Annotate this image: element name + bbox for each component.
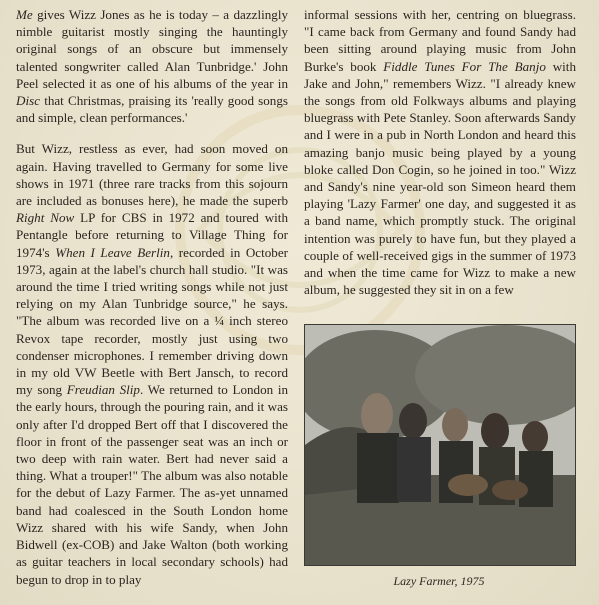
photo-caption: Lazy Farmer, 1975 xyxy=(393,574,485,588)
paragraph-main: But Wizz, restless as ever, had soon moved on again. Having travelled to Germany for some live shows in 1971 (three rare tracks from this sojourn are included as bonuses here), he made the superb Right Now LP for CBS in 1972 and toured with Pentangle before returning to Village Thing for 1974's When I Leave Berlin, recorded in October 1973, again at the label's church hall studio. "It was around the time I tried writing songs while not just relying on my Alan Tunbridge source," he says. "The album was recorded live on a ¼ inch stereo Revox tape recorder, mostly just using two condenser microphones. I remember driving down in my old VW Beetle with Bert Jansch, to record my song Freudian Slip. We returned to London in the early hours, through the pouring rain, and it was only after I'd dropped Bert off that I discovered the floor in front of the passenger seat was an inch or two deep with rain water. Bert had never said a thing. What a trouper!" The album was also notable for the debut of Lazy Farmer. The as-yet unnamed band had coalesced in the South London home Wizz shared with his wife Sandy, when John Bidwell (ex-COB) and Jake Walton (both working as guitar teachers in local secondary schools) had begun to drop in to play xyxy=(16,141,289,587)
band-photo-illustration xyxy=(305,325,575,565)
paragraph-intro: Me gives Wizz Jones as he is today – a dazzlingly nimble guitarist mostly singing the hauntingly original songs of an obscure but immensely talented songwriter called Alan Tunbridge.' John Peel selected it as one of his albums of the year in Disc that Christmas, praising its 'really good songs and simple, clean performances.' xyxy=(16,7,288,126)
article-column-left xyxy=(16,6,288,602)
article-column-right xyxy=(304,6,576,312)
band-photo xyxy=(304,324,576,566)
paragraph-continued: informal sessions with her, centring on bluegrass. "I came back from Germany and found Sandy had been sitting around playing music from John Burke's book Fiddle Tunes For The Banjo with Jake and John," remembers Wizz. "I already knew the songs from old Folkways albums and playing bluegrass with Pete Stanley. Soon afterwards Sandy and I were in a pub in North London and heard this amazing banjo music being played by a young bloke called Don Cogin, so he joined in too." Wizz and Sandy's nine year-old son Simeon heard them playing 'Lazy Farmer' one day, and suggested it as a band name, which promptly stuck. The original intention was purely to have fun, but they played a couple of well-received gigs in the summer of 1973 and when the time came for Wizz to make a new album, he suggested they sit in on a few xyxy=(304,7,576,298)
